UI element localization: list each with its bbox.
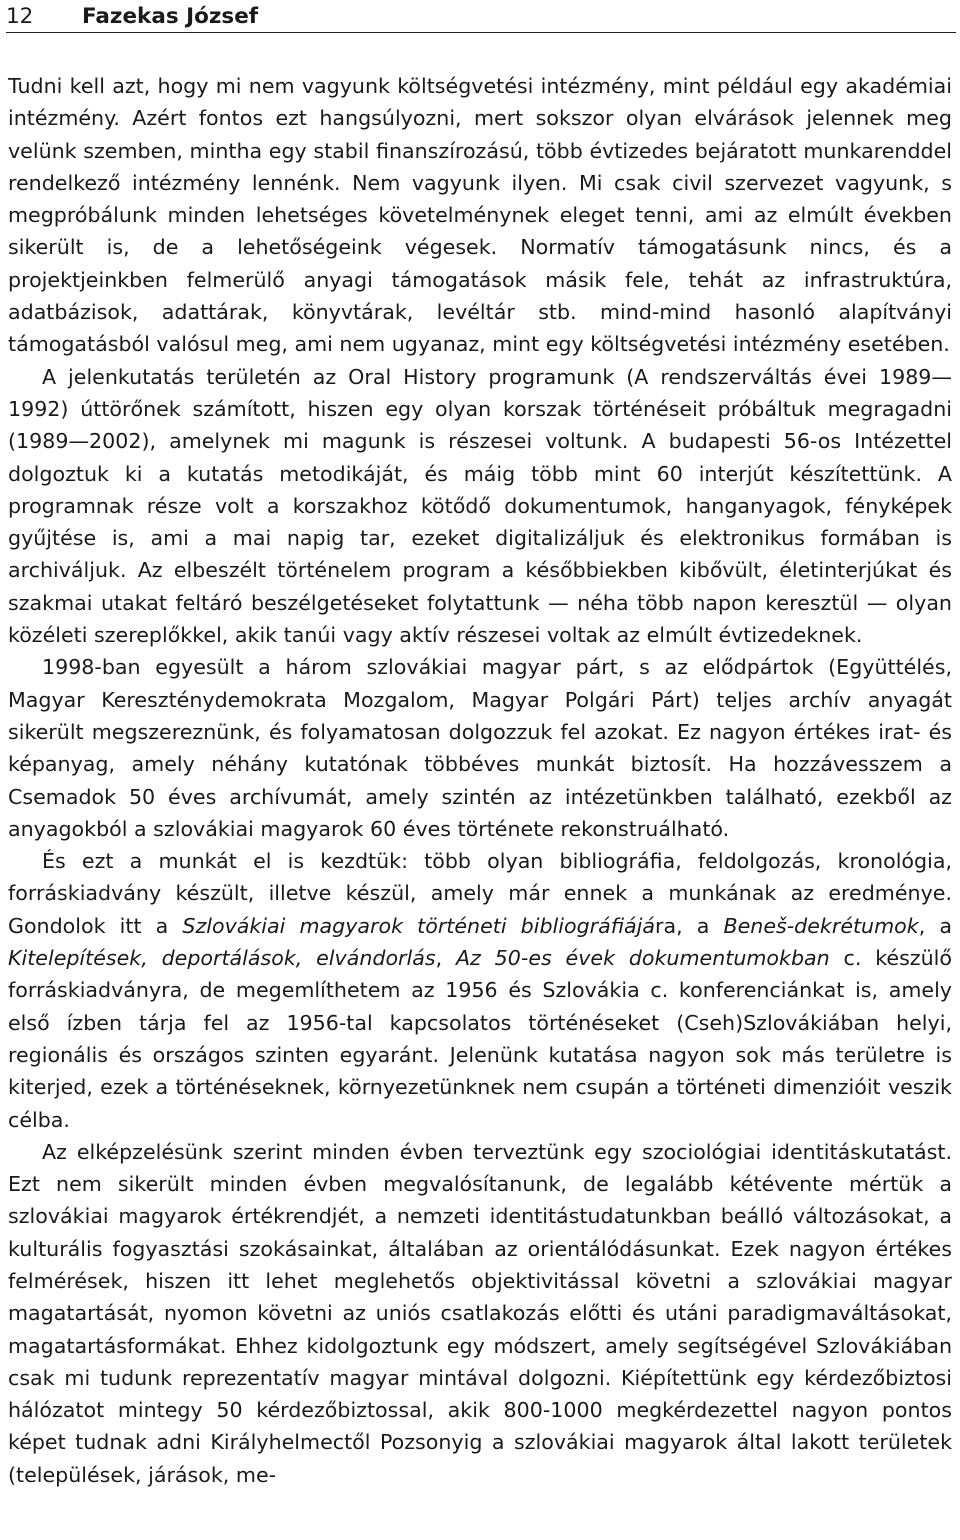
italic-title-bibliography: Szlovákiai magyarok történeti bibliográfiájá	[182, 913, 656, 938]
paragraph-4-segment: ,	[435, 946, 456, 971]
paragraph-4-segment: ra, a	[655, 913, 724, 938]
italic-title-fifties-documents: Az 50-es évek dokumentumokban	[455, 946, 830, 971]
running-header	[6, 0, 956, 33]
article-body	[8, 70, 952, 1491]
italic-title-benes-decrees: Beneš-dekrétumok	[723, 913, 919, 938]
paragraph-4	[8, 845, 952, 1136]
paragraph-2: A jelenkutatás területén az Oral History programunk (A rendszerváltás évei 1989—1992) úttörőnek számított, hiszen egy olyan korszak történéseit próbáltuk megragadni (1989—2002), amelynek mi magunk is részesei voltunk. A budapesti 56-os Intézettel dolgoztuk ki a kutatás metodikáját, és máig több mint 60 interjút készítettünk. A programnak része volt a korszakhoz kötődő dokumentumok, hanganyagok, fényképek gyűjtése is, ami a mai napig tar, ezeket digitalizáljuk és elektronikus formában is archiváljuk. Az elbeszélt történelem program a későbbiekben kibővült, életinterjúkat és szakmai utakat feltáró beszélgetéseket folytattunk — néha több napon keresztül — olyan közéleti szereplőkkel, akik tanúi vagy aktív részesei voltak az elmúlt évtizedeknek.	[8, 364, 952, 648]
paragraph-4-segment: És ezt a munkát el is kezdtük: több olyan bibliográfia, feldolgozás, kronológia, forráskiadvány készült, illetve készül, amely már ennek a munkának az eredménye. Gondolok itt a	[8, 849, 952, 938]
paragraph-5: Az elképzelésünk szerint minden évben terveztünk egy szociológiai identitáskutatást. Ezt nem sikerült minden évben megvalósítanunk, de legalább kétévente mértük a szlovákiai magyarok értékrendjét, a nemzeti identitástudatunkban beálló változásokat, a kulturális fogyasztási szokásainkat, általában az orientálódásunkat. Ezek nagyon értékes felmérések, hiszen itt lehet meglehetős objektivitással követni a szlovákiai magyar magatartását, nyomon követni az uniós csatlakozás előtti és utáni paradigmaváltásokat, magatartásformákat. Ehhez kidolgoztunk egy módszert, amely segítségével Szlovákiában csak mi tudunk reprezentatív magyar mintával dolgozni. Kiépítettünk egy kérdezőbiztosi hálózatot mintegy 50 kérdezőbiztossal, akik 800-1000 megkérdezettel nagyon pontos képet tudnak adni Királyhelmectől Pozsonyig a szlovákiai magyarok által lakott területek (települések, járások, me-	[8, 1139, 952, 1487]
running-header-author: Fazekas József	[82, 3, 259, 29]
page-number: 12	[6, 3, 34, 29]
paragraph-3: 1998-ban egyesült a három szlovákiai magyar párt, s az elődpártok (Együttélés, Magyar Kereszténydemokrata Mozgalom, Magyar Polgári Párt) teljes archív anyagát sikerült megszereznünk, és folyamatosan dolgozzuk fel azokat. Ez nagyon értékes irat- és képanyag, amely néhány kutatónak többéves munkát biztosít. Ha hozzávesszem a Csemadok 50 éves archívumát, amely szintén az intézetünkben található, ezekből az anyagokból a szlovákiai magyarok 60 éves története rekonstruálható.	[8, 655, 952, 841]
paragraph-4-segment: , a	[918, 913, 952, 938]
paragraph-1: Tudni kell azt, hogy mi nem vagyunk költségvetési intézmény, mint például egy akadémiai intézmény. Azért fontos ezt hangsúlyozni, mert sokszor olyan elvárások jelennek meg velünk szemben, mintha egy stabil finanszírozású, több évtizedes bejáratott munkarenddel rendelkező intézmény lennénk. Nem vagyunk ilyen. Mi csak civil szervezet vagyunk, s megpróbálunk minden lehetséges követelménynek eleget tenni, ami az elmúlt években sikerült is, de a lehetőségeink végesek. Normatív támogatásunk nincs, és a projektjeinkben felmerülő anyagi támogatások másik fele, tehát az infrastruktúra, adatbázisok, adattárak, könyvtárak, levéltár stb. mind-mind hasonló alapítványi támogatásból valósul meg, ami nem ugyanaz, mint egy költségvetési intézmény esetében.	[8, 74, 952, 357]
paragraph-4-segment: c. készülő forráskiadványra, de megemlíthetem az 1956 és Szlovákia c. konferenciánkat is, amely első ízben tárja fel az 1956-tal kapcsolatos történéseket (Cseh)Szlovákiában helyi, regionális és országos szinten egyaránt. Jelenünk kutatása nagyon sok más területre is kiterjed, ezek a történéseknek, környezetünknek nem csupán a történeti dimenzióit veszik célba.	[8, 946, 952, 1132]
italic-title-deportations: Kitelepítések, deportálások, elvándorlás	[8, 946, 436, 971]
